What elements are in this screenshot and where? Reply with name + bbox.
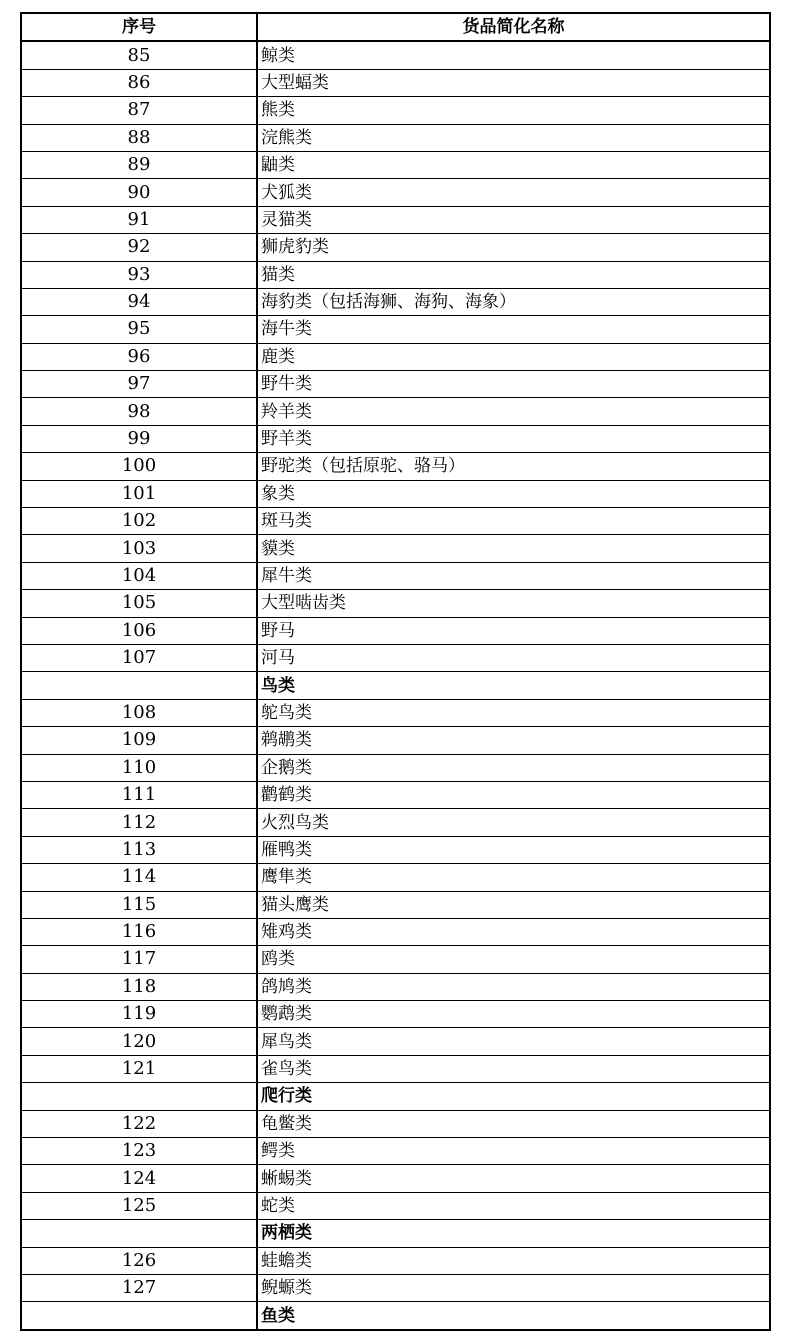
goods-name-cell: 鹿类 — [257, 343, 770, 370]
table-row — [21, 97, 770, 124]
goods-name-cell: 龟鳖类 — [257, 1110, 770, 1137]
serial-number-cell: 108 — [21, 699, 257, 726]
goods-name-cell: 海豹类（包括海狮、海狗、海象） — [257, 288, 770, 315]
goods-name-cell: 蜥蜴类 — [257, 1165, 770, 1192]
table-row — [21, 343, 770, 370]
table-row — [21, 973, 770, 1000]
table-row — [21, 699, 770, 726]
category-name-cell: 鱼类 — [257, 1302, 770, 1330]
serial-number-cell: 112 — [21, 809, 257, 836]
goods-name-cell: 野牛类 — [257, 371, 770, 398]
column-header-serial-number: 序号 — [21, 13, 257, 41]
goods-name-cell: 猫头鹰类 — [257, 891, 770, 918]
goods-name-cell: 鸵鸟类 — [257, 699, 770, 726]
table-row — [21, 727, 770, 754]
table-row — [21, 617, 770, 644]
category-name-cell: 爬行类 — [257, 1083, 770, 1110]
table-row — [21, 891, 770, 918]
category-name-cell: 鸟类 — [257, 672, 770, 699]
serial-number-cell: 89 — [21, 151, 257, 178]
table-row — [21, 1028, 770, 1055]
serial-number-cell: 93 — [21, 261, 257, 288]
table-row — [21, 562, 770, 589]
serial-number-cell: 101 — [21, 480, 257, 507]
goods-name-cell: 鹈鹕类 — [257, 727, 770, 754]
serial-number-cell: 90 — [21, 179, 257, 206]
table-row — [21, 754, 770, 781]
serial-number-cell — [21, 1220, 257, 1247]
goods-name-cell: 野马 — [257, 617, 770, 644]
serial-number-cell — [21, 1302, 257, 1330]
table-row — [21, 453, 770, 480]
category-row — [21, 1083, 770, 1110]
table-row — [21, 206, 770, 233]
table-row — [21, 69, 770, 96]
table-row — [21, 1192, 770, 1219]
table-row — [21, 1001, 770, 1028]
serial-number-cell: 106 — [21, 617, 257, 644]
table-row — [21, 124, 770, 151]
serial-number-cell: 119 — [21, 1001, 257, 1028]
goods-name-cell: 猫类 — [257, 261, 770, 288]
table-row — [21, 151, 770, 178]
goods-name-cell: 鹦鹉类 — [257, 1001, 770, 1028]
serial-number-cell: 94 — [21, 288, 257, 315]
goods-name-cell: 大型蝠类 — [257, 69, 770, 96]
table-row — [21, 864, 770, 891]
table-row — [21, 179, 770, 206]
serial-number-cell — [21, 1083, 257, 1110]
goods-name-cell: 鳄类 — [257, 1138, 770, 1165]
goods-name-cell: 蛙蟾类 — [257, 1247, 770, 1274]
table-row — [21, 508, 770, 535]
serial-number-cell: 105 — [21, 590, 257, 617]
goods-name-cell: 河马 — [257, 644, 770, 671]
table-row — [21, 234, 770, 261]
serial-number-cell: 85 — [21, 41, 257, 69]
goods-table-sheet — [20, 12, 769, 1331]
table-row — [21, 371, 770, 398]
serial-number-cell: 88 — [21, 124, 257, 151]
table-row — [21, 781, 770, 808]
table-row — [21, 480, 770, 507]
serial-number-cell: 123 — [21, 1138, 257, 1165]
serial-number-cell: 98 — [21, 398, 257, 425]
table-body — [21, 41, 770, 1329]
goods-name-cell: 雉鸡类 — [257, 918, 770, 945]
serial-number-cell: 97 — [21, 371, 257, 398]
table-row — [21, 261, 770, 288]
goods-name-cell: 鹳鹤类 — [257, 781, 770, 808]
goods-name-cell: 犀牛类 — [257, 562, 770, 589]
serial-number-cell: 115 — [21, 891, 257, 918]
table-row — [21, 918, 770, 945]
serial-number-cell: 127 — [21, 1274, 257, 1301]
table-row — [21, 1274, 770, 1301]
table-row — [21, 398, 770, 425]
goods-name-cell: 貘类 — [257, 535, 770, 562]
goods-name-cell: 海牛类 — [257, 316, 770, 343]
goods-name-cell: 羚羊类 — [257, 398, 770, 425]
serial-number-cell — [21, 672, 257, 699]
goods-name-cell: 熊类 — [257, 97, 770, 124]
category-row — [21, 1302, 770, 1330]
goods-name-cell: 雀鸟类 — [257, 1055, 770, 1082]
serial-number-cell: 109 — [21, 727, 257, 754]
serial-number-cell: 118 — [21, 973, 257, 1000]
table-row — [21, 1247, 770, 1274]
serial-number-cell: 113 — [21, 836, 257, 863]
table-row — [21, 425, 770, 452]
goods-name-cell: 鲸类 — [257, 41, 770, 69]
goods-name-cell: 雁鸭类 — [257, 836, 770, 863]
serial-number-cell: 99 — [21, 425, 257, 452]
goods-name-cell: 斑马类 — [257, 508, 770, 535]
goods-name-cell: 鸽鸠类 — [257, 973, 770, 1000]
category-row — [21, 1220, 770, 1247]
goods-name-cell: 狮虎豹类 — [257, 234, 770, 261]
table-row — [21, 1165, 770, 1192]
column-header-goods-name: 货品简化名称 — [257, 13, 770, 41]
serial-number-cell: 120 — [21, 1028, 257, 1055]
table-row — [21, 836, 770, 863]
table-row — [21, 288, 770, 315]
serial-number-cell: 91 — [21, 206, 257, 233]
table-row — [21, 1110, 770, 1137]
goods-name-cell: 大型啮齿类 — [257, 590, 770, 617]
serial-number-cell: 100 — [21, 453, 257, 480]
table-row — [21, 1138, 770, 1165]
serial-number-cell: 87 — [21, 97, 257, 124]
serial-number-cell: 95 — [21, 316, 257, 343]
serial-number-cell: 125 — [21, 1192, 257, 1219]
serial-number-cell: 107 — [21, 644, 257, 671]
table-row — [21, 316, 770, 343]
serial-number-cell: 96 — [21, 343, 257, 370]
goods-name-cell: 犬狐类 — [257, 179, 770, 206]
serial-number-cell: 114 — [21, 864, 257, 891]
goods-name-cell: 犀鸟类 — [257, 1028, 770, 1055]
goods-name-cell: 火烈鸟类 — [257, 809, 770, 836]
table-row — [21, 1055, 770, 1082]
table-row — [21, 946, 770, 973]
category-name-cell: 两栖类 — [257, 1220, 770, 1247]
header-row — [21, 13, 770, 41]
goods-name-cell: 蛇类 — [257, 1192, 770, 1219]
goods-name-cell: 鼬类 — [257, 151, 770, 178]
goods-name-table — [20, 12, 771, 1331]
serial-number-cell: 92 — [21, 234, 257, 261]
serial-number-cell: 104 — [21, 562, 257, 589]
serial-number-cell: 122 — [21, 1110, 257, 1137]
goods-name-cell: 鲵螈类 — [257, 1274, 770, 1301]
serial-number-cell: 116 — [21, 918, 257, 945]
goods-name-cell: 灵猫类 — [257, 206, 770, 233]
goods-name-cell: 浣熊类 — [257, 124, 770, 151]
goods-name-cell: 企鹅类 — [257, 754, 770, 781]
table-row — [21, 809, 770, 836]
goods-name-cell: 野驼类（包括原驼、骆马） — [257, 453, 770, 480]
serial-number-cell: 111 — [21, 781, 257, 808]
serial-number-cell: 103 — [21, 535, 257, 562]
goods-name-cell: 鹰隼类 — [257, 864, 770, 891]
table-row — [21, 644, 770, 671]
serial-number-cell: 110 — [21, 754, 257, 781]
table-row — [21, 535, 770, 562]
serial-number-cell: 117 — [21, 946, 257, 973]
serial-number-cell: 86 — [21, 69, 257, 96]
serial-number-cell: 124 — [21, 1165, 257, 1192]
serial-number-cell: 121 — [21, 1055, 257, 1082]
goods-name-cell: 象类 — [257, 480, 770, 507]
table-row — [21, 590, 770, 617]
table-row — [21, 41, 770, 69]
goods-name-cell: 鸥类 — [257, 946, 770, 973]
category-row — [21, 672, 770, 699]
serial-number-cell: 102 — [21, 508, 257, 535]
goods-name-cell: 野羊类 — [257, 425, 770, 452]
serial-number-cell: 126 — [21, 1247, 257, 1274]
